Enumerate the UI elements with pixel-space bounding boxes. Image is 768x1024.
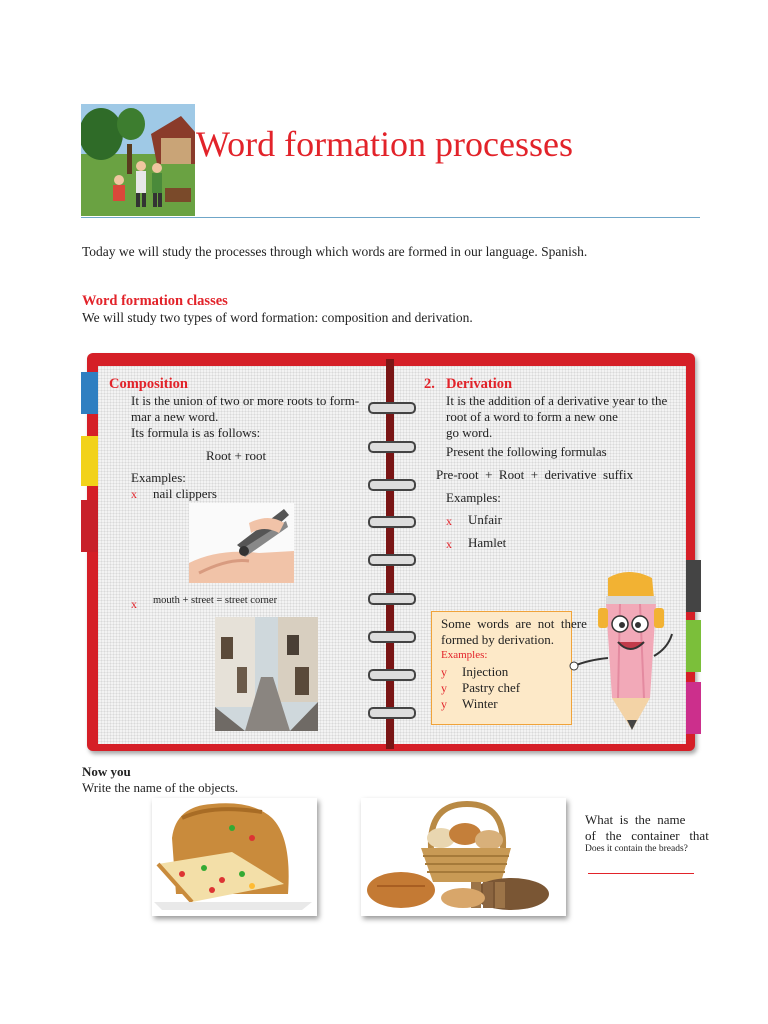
header-divider xyxy=(81,217,700,218)
composition-example-1: nail clippers xyxy=(153,486,217,501)
street-corner-photo xyxy=(215,617,318,731)
exercise-instruction: Write the name of the objects. xyxy=(82,780,239,795)
composition-definition: It is the union of two or more roots to form- xyxy=(131,393,360,408)
example-marker: x xyxy=(446,537,452,551)
header-illustration xyxy=(81,104,195,216)
note-line-2: formed by derivation. xyxy=(441,632,554,647)
pencil-mascot-icon xyxy=(568,568,680,740)
note-examples-label: Examples: xyxy=(441,649,488,661)
intro-paragraph: Today we will study the processes through which words are formed in our language. Spanish. xyxy=(82,244,588,259)
derivation-example-2: Hamlet xyxy=(468,535,507,550)
derivation-example-1: Unfair xyxy=(468,512,502,527)
answer-line[interactable] xyxy=(588,873,694,874)
derivation-formula-intro: Present the following formulas xyxy=(446,444,607,459)
derivation-definition: It is the addition of a derivative year to the xyxy=(446,393,668,408)
section-heading: Word formation classes xyxy=(82,293,228,309)
binder-ring xyxy=(368,631,416,643)
note-item: Pastry chef xyxy=(462,680,521,695)
binder-ring xyxy=(368,593,416,605)
binder-ring xyxy=(368,402,416,414)
bread-basket-photo xyxy=(361,798,566,916)
example-marker: x xyxy=(446,514,452,528)
section-text: We will study two types of word formation: composition and derivation. xyxy=(82,310,473,325)
binder-ring xyxy=(368,479,416,491)
binder-ring xyxy=(368,669,416,681)
notebook-tab-red xyxy=(81,500,99,552)
nail-clipper-photo xyxy=(189,503,294,583)
derivation-heading: Derivation xyxy=(446,376,513,392)
binder-ring xyxy=(368,707,416,719)
binder-ring xyxy=(368,554,416,566)
example-marker: x xyxy=(131,487,137,501)
derivation-formula: Pre-root + Root + derivative suffix xyxy=(436,467,634,482)
notebook-tab-yellow xyxy=(81,436,99,486)
derivation-definition-end: go word. xyxy=(446,425,493,440)
composition-formula: Root + root xyxy=(206,448,267,463)
composition-heading: Composition xyxy=(109,376,188,392)
question-line-3: Does it contain the breads? xyxy=(585,844,688,854)
binder-ring xyxy=(368,441,416,453)
derivation-examples-label: Examples: xyxy=(446,490,501,505)
composition-formula-intro: Its formula is as follows: xyxy=(131,425,261,440)
exercise-heading: Now you xyxy=(82,764,131,779)
notebook-tab-blue xyxy=(81,372,99,414)
note-item: Injection xyxy=(462,664,509,679)
derivation-definition-cont: root of a word to form a new one xyxy=(446,409,618,424)
composition-examples-label: Examples: xyxy=(131,470,186,485)
fruit-bread-photo xyxy=(152,798,317,916)
note-item: Winter xyxy=(462,696,498,711)
note-marker: y xyxy=(441,697,447,711)
note-line-1: Some words are not there xyxy=(441,616,587,631)
derivation-number: 2. xyxy=(424,376,435,392)
note-marker: y xyxy=(441,665,447,679)
note-marker: y xyxy=(441,681,447,695)
question-line-2: of the container that xyxy=(585,828,709,843)
page-title: Word formation processes xyxy=(196,124,573,164)
question-line-1: What is the name xyxy=(585,812,686,827)
composition-example-2: mouth + street = street corner xyxy=(153,595,278,606)
composition-definition-cont: mar a new word. xyxy=(131,409,219,424)
example-marker: x xyxy=(131,597,137,611)
binder-ring xyxy=(368,516,416,528)
